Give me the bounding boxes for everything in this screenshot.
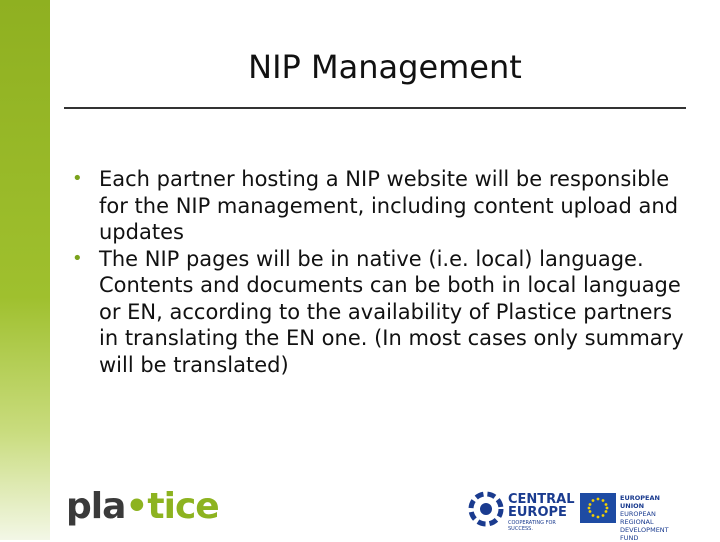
plastice-logo (66, 486, 219, 527)
central-line1: CENTRAL (508, 492, 575, 507)
central-line2: EUROPE (508, 505, 567, 520)
bullet-item (72, 166, 692, 246)
bullet-dot-icon: • (72, 247, 83, 269)
eu-flag-icon (580, 493, 616, 523)
eu-logo-text (620, 494, 682, 542)
tree-leaf-icon: • (125, 486, 148, 527)
bullet-list (72, 166, 692, 378)
bullet-item (72, 246, 692, 379)
central-tagline: COOPERATING FOR SUCCESS. (508, 520, 556, 532)
title-divider (64, 107, 686, 109)
bullet-dot-icon: • (72, 168, 83, 189)
slide-title: NIP Management (248, 48, 522, 86)
central-europe-logo (468, 491, 575, 532)
eu-line2: EUROPEAN REGIONAL (620, 510, 656, 526)
side-accent-bar (0, 0, 50, 540)
plastice-logo-part1: pla (66, 486, 126, 527)
bullet-text: The NIP pages will be in native (i.e. local) language. Contents and documents can be both in local language or EN, according to the availability of Plastice partners in translating the EN one. (In most cases only summary will be translated) (99, 246, 684, 377)
eu-line3: DEVELOPMENT FUND (620, 526, 669, 542)
globe-swirl-icon (468, 491, 504, 527)
bullet-text: Each partner hosting a NIP website will be responsible for the NIP management, including content upload and updates (99, 167, 679, 244)
eu-line1: EUROPEAN UNION (620, 494, 660, 510)
plastice-logo-part2: tice (147, 486, 219, 527)
